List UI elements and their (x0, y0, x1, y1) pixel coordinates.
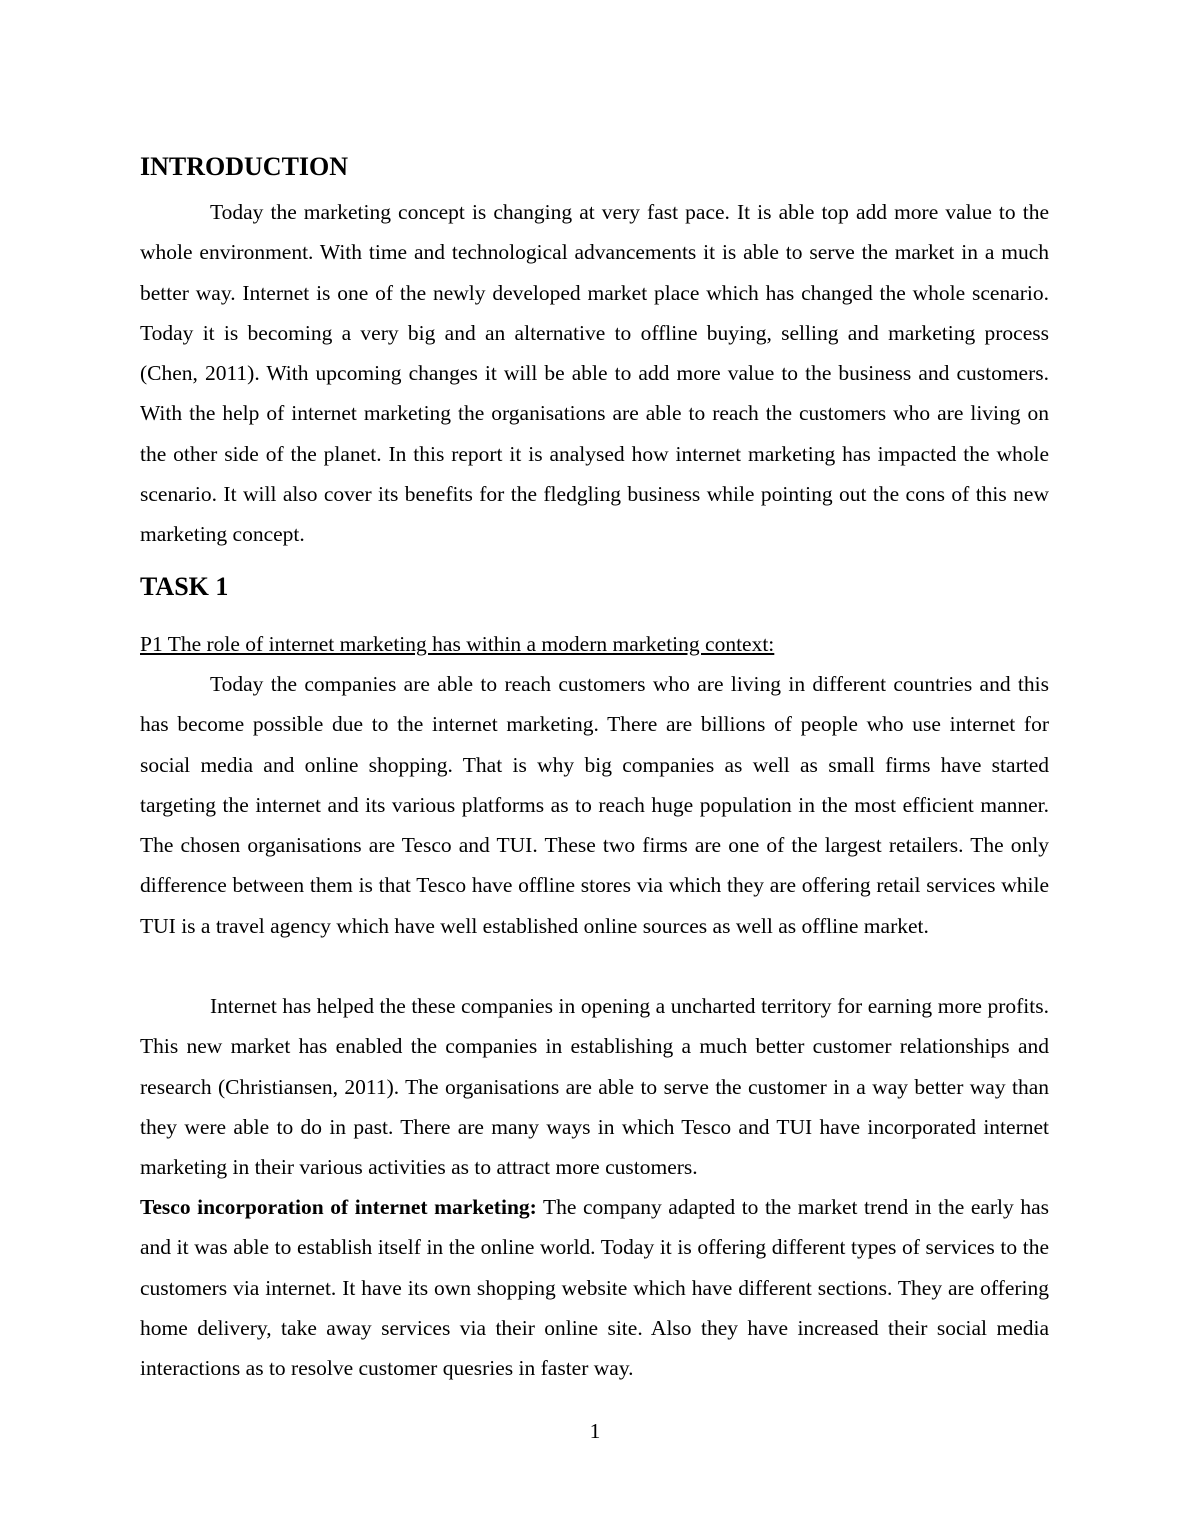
introduction-paragraph: Today the marketing concept is changing at very fast pace. It is able top add more value to the whole environment. With time and technological advancements it is able to serve the market in a much better way. Internet is one of the newly developed market place which has changed the whole scenario. Today it is becoming a very big and an alternative to offline buying, selling and marketing process (Chen, 2011). With upcoming changes it will be able to add more value to the business and customers. With the help of internet marketing the organisations are able to reach the customers who are living on the other side of the planet. In this report it is analysed how internet marketing has impacted the whole scenario. It will also cover its benefits for the fledgling business while pointing out the cons of this new marketing concept. (140, 200, 1049, 547)
task1-paragraph-1: Today the companies are able to reach customers who are living in different countries and this has become possible due to the internet marketing. There are billions of people who use internet for social media and online shopping. That is why big companies as well as small firms have started targeting the internet and its various platforms as to reach huge population in the most efficient manner. The chosen organisations are Tesco and TUI. These two firms are one of the largest retailers. The only difference between them is that Tesco have offline stores via which they are offering retail services while TUI is a travel agency which have well established online sources as well as offline market. (140, 672, 1049, 938)
page-number: 1 (589, 1419, 601, 1443)
task1-paragraph-2: Internet has helped the these companies in opening a uncharted territory for earning more profits. This new market has enabled the companies in establishing a much better customer relationships and research (Christiansen, 2011). The organisations are able to serve the customer in a way better way than they were able to do in past. There are many ways in which Tesco and TUI have incorporated internet marketing in their various activities as to attract more customers. (140, 994, 1049, 1180)
tesco-lead: Tesco incorporation of internet marketing: (140, 1195, 537, 1219)
task1-heading: TASK 1 (140, 572, 229, 601)
tesco-paragraph (140, 1187, 1049, 1388)
tesco-text: The company adapted to the market trend in the early has and it was able to establish itself in the online world. Today it is offering different types of services to the customers via internet. It have its own shopping website which have different sections. They are offering home delivery, take away services via their online site. Also they have increased their social media interactions as to resolve customer quesries in faster way. (140, 1195, 1049, 1381)
introduction-heading: INTRODUCTION (140, 152, 349, 181)
task1-subheading: P1 The role of internet marketing has within a modern marketing context: (140, 632, 775, 656)
